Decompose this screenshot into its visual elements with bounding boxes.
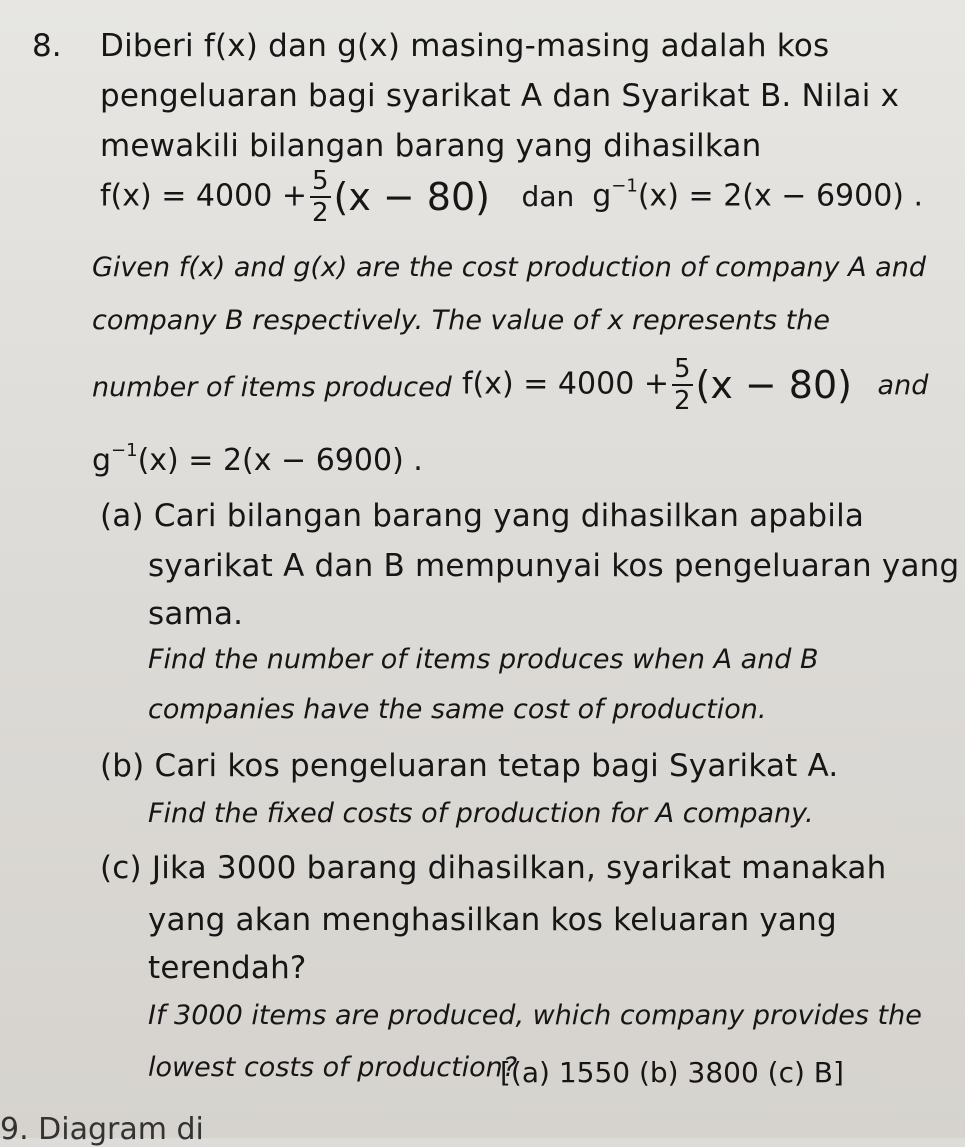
part-c-malay-line-2: yang akan menghasilkan kos keluaran yang — [148, 902, 837, 938]
part-a-english-line-1: Find the number of items produces when A and B — [148, 644, 819, 675]
f-rhs: (x − 80) — [333, 175, 490, 219]
g-inverse-rhs: (x) = 2(x − 6900) . — [637, 178, 924, 214]
malay-intro-line-1: Diberi f(x) dan g(x) masing-masing adalah kos — [100, 28, 830, 64]
connector-and: and — [877, 369, 929, 401]
english-f-equation: f(x) = 4000 + $\frac{5}{2}$ (x − 80) and — [462, 354, 929, 416]
g-inverse-lhs: g — [592, 178, 612, 214]
inverse-superscript: −1 — [611, 175, 638, 197]
part-b-english-line-1: Find the fixed costs of production for A company. — [148, 798, 814, 829]
part-c-english-line-1: If 3000 items are produced, which company provides the — [148, 1000, 922, 1031]
part-c-malay-line-1: (c) Jika 3000 barang dihasilkan, syarikat manakah — [100, 850, 887, 886]
fraction-five-halves-en: $\frac{5}{2}$ — [673, 354, 691, 416]
fraction-five-halves: $\frac{5}{2}$ — [311, 166, 329, 228]
part-c-english-line-2: lowest costs of production? — [148, 1052, 518, 1083]
malay-intro-line-2: pengeluaran bagi syarikat A dan Syarikat B. Nilai x — [100, 78, 900, 114]
connector-dan: dan — [521, 179, 575, 213]
part-a-malay-line-3: sama. — [148, 596, 244, 632]
f-lhs: f(x) = 4000 + — [100, 178, 307, 214]
answer-key: [(a) 1550 (b) 3800 (c) B] — [500, 1056, 844, 1089]
part-b-malay-line-1: (b) Cari kos pengeluaran tetap bagi Syarikat A. — [100, 748, 839, 784]
english-g-equation: $g^{-1}(x) = 2(x - 6900)$ . — [92, 440, 423, 478]
part-a-english-line-2: companies have the same cost of production. — [148, 694, 767, 725]
english-intro-line-2: company B respectively. The value of x represents the — [92, 305, 830, 336]
malay-function-equation — [100, 168, 923, 226]
part-a-malay-line-2: syarikat A dan B mempunyai kos pengeluaran yang — [148, 548, 960, 584]
next-question-fragment: 9. Diagram di — [0, 1112, 204, 1147]
malay-intro-line-3: mewakili bilangan barang yang dihasilkan — [100, 128, 762, 164]
part-a-malay-line-1: (a) Cari bilangan barang yang dihasilkan apabila — [100, 498, 865, 534]
question-number: 8. — [32, 28, 62, 64]
part-c-malay-line-3: terendah? — [148, 950, 307, 986]
english-intro-line-3: number of items produced — [92, 372, 452, 403]
english-intro-line-1: Given f(x) and g(x) are the cost production of company A and — [92, 252, 926, 283]
